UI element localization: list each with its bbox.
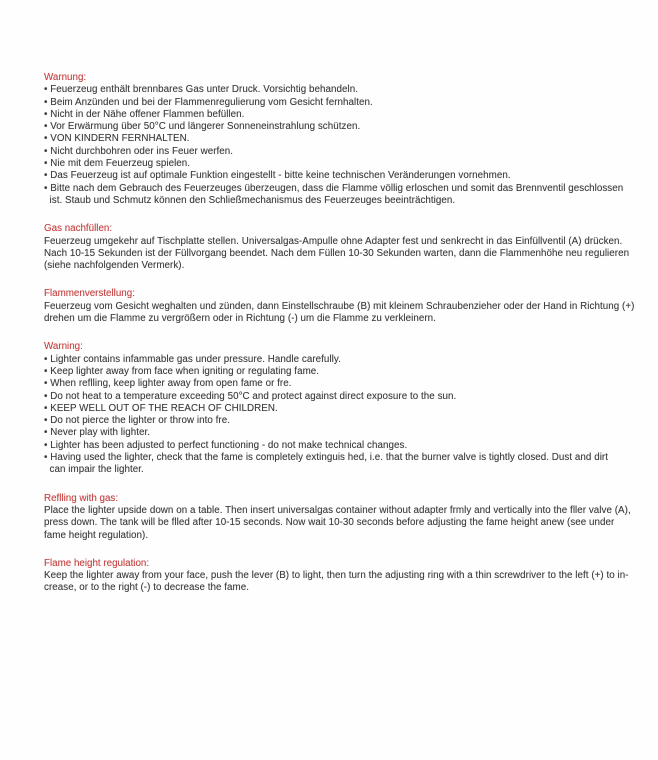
text-line: ist. Staub und Schmutz können den Schließmechanismus des Feuerzeuges beeinträchtigen. [44,194,456,206]
text-line: • VON KINDERN FERNHALTEN. [44,133,190,145]
text-line: • Beim Anzünden und bei der Flammenregulierung vom Gesicht fernhalten. [44,96,373,108]
section [44,223,630,272]
text-line: • Feuerzeug enthält brennbares Gas unter Druck. Vorsichtig behandeln. [44,84,359,96]
text-line: Feuerzeug umgekehr auf Tischplatte stellen. Universalgas-Ampulle ohne Adapter fest und senkrecht in das Einfüllventil (A) drücken. [44,235,623,247]
text-line: can impair the lighter. [44,464,144,476]
section-heading: Gas nachfüllen: [44,223,113,235]
section [44,72,624,207]
text-line: • Vor Erwärmung über 50°C und längerer Sonneneinstrahlung schützen. [44,121,361,133]
text-line: Nach 10-15 Sekunden ist der Füllvorgang beendet. Nach dem Füllen 10-30 Sekunden warten, dann die Flammenhöhe neu regulieren [44,247,630,259]
text-line: • Bitte nach dem Gebrauch des Feuerzeuges überzeugen, dass die Flamme völlig erloschen und somit das Brennventil geschlossen [44,182,624,194]
section [44,557,629,595]
text-line: press down. The tank will be flled after 10-15 seconds. Now wait 10-30 seconds before adjusting the fame height anew (see under [44,517,615,529]
text-line: fame height regulation). [44,529,149,541]
text-line: • Nicht durchbohren oder ins Feuer werfen. [44,145,234,157]
text-line: • KEEP WELL OUT OF THE REACH OF CHILDREN. [44,402,278,414]
text-line: (siehe nachfolgenden Vermerk). [44,260,185,272]
text-line: Place the lighter upside down on a table. Then insert universalgas container without adapter frmly and vertically into the fller valve (A), [44,504,631,516]
text-line: • Do not pierce the lighter or throw into fre. [44,415,230,427]
text-line: crease, or to the right (-) to decrease the fame. [44,582,250,594]
section-heading: Flame height regulation: [44,557,150,569]
text-line: • Lighter contains infammable gas under pressure. Handle carefully. [44,353,341,365]
text-line: • When reflling, keep lighter away from open fame or fre. [44,378,292,390]
section [44,288,635,325]
section-heading: Warning: [44,341,83,353]
text-line: Feuerzeug vom Gesicht weghalten und zünden, dann Einstellschraube (B) mit kleinem Schraubenzieher oder der Hand in Richtung (+) [44,300,635,312]
text-line: • Keep lighter away from face when igniting or regulating fame. [44,365,320,377]
text-line: • Do not heat to a temperature exceeding 50°C and protect against direct exposure to the sun. [44,390,457,402]
section [44,341,624,476]
text-line: Keep the lighter away from your face, push the lever (B) to light, then turn the adjusting ring with a thin screwdriver to the left (+) to in- [44,570,629,582]
text-line: • Das Feuerzeug ist auf optimale Funktion eingestellt - bitte keine technischen Veränderungen vornehmen. [44,170,511,182]
text-line: • Nie mit dem Feuerzeug spielen. [44,158,191,170]
section [44,492,631,542]
text-line: • Lighter has been adjusted to perfect functioning - do not make technical changes. [44,439,408,451]
text-line: • Having used the lighter, check that the fame is completely extinguis hed, i.e. that the burner valve is tightly closed. Dust and dirt [44,452,608,464]
section-heading: Reflling with gas: [44,492,119,504]
text-line: drehen um die Flamme zu vergrößern oder in Richtung (-) um die Flamme zu verkleinern. [44,313,436,325]
section-heading: Flammenverstellung: [44,288,135,300]
section-heading: Warnung: [44,72,87,83]
text-line: • Never play with lighter. [44,427,151,439]
instruction-text-block [44,72,635,611]
text-line: • Nicht in der Nähe offener Flammen befüllen. [44,108,245,120]
